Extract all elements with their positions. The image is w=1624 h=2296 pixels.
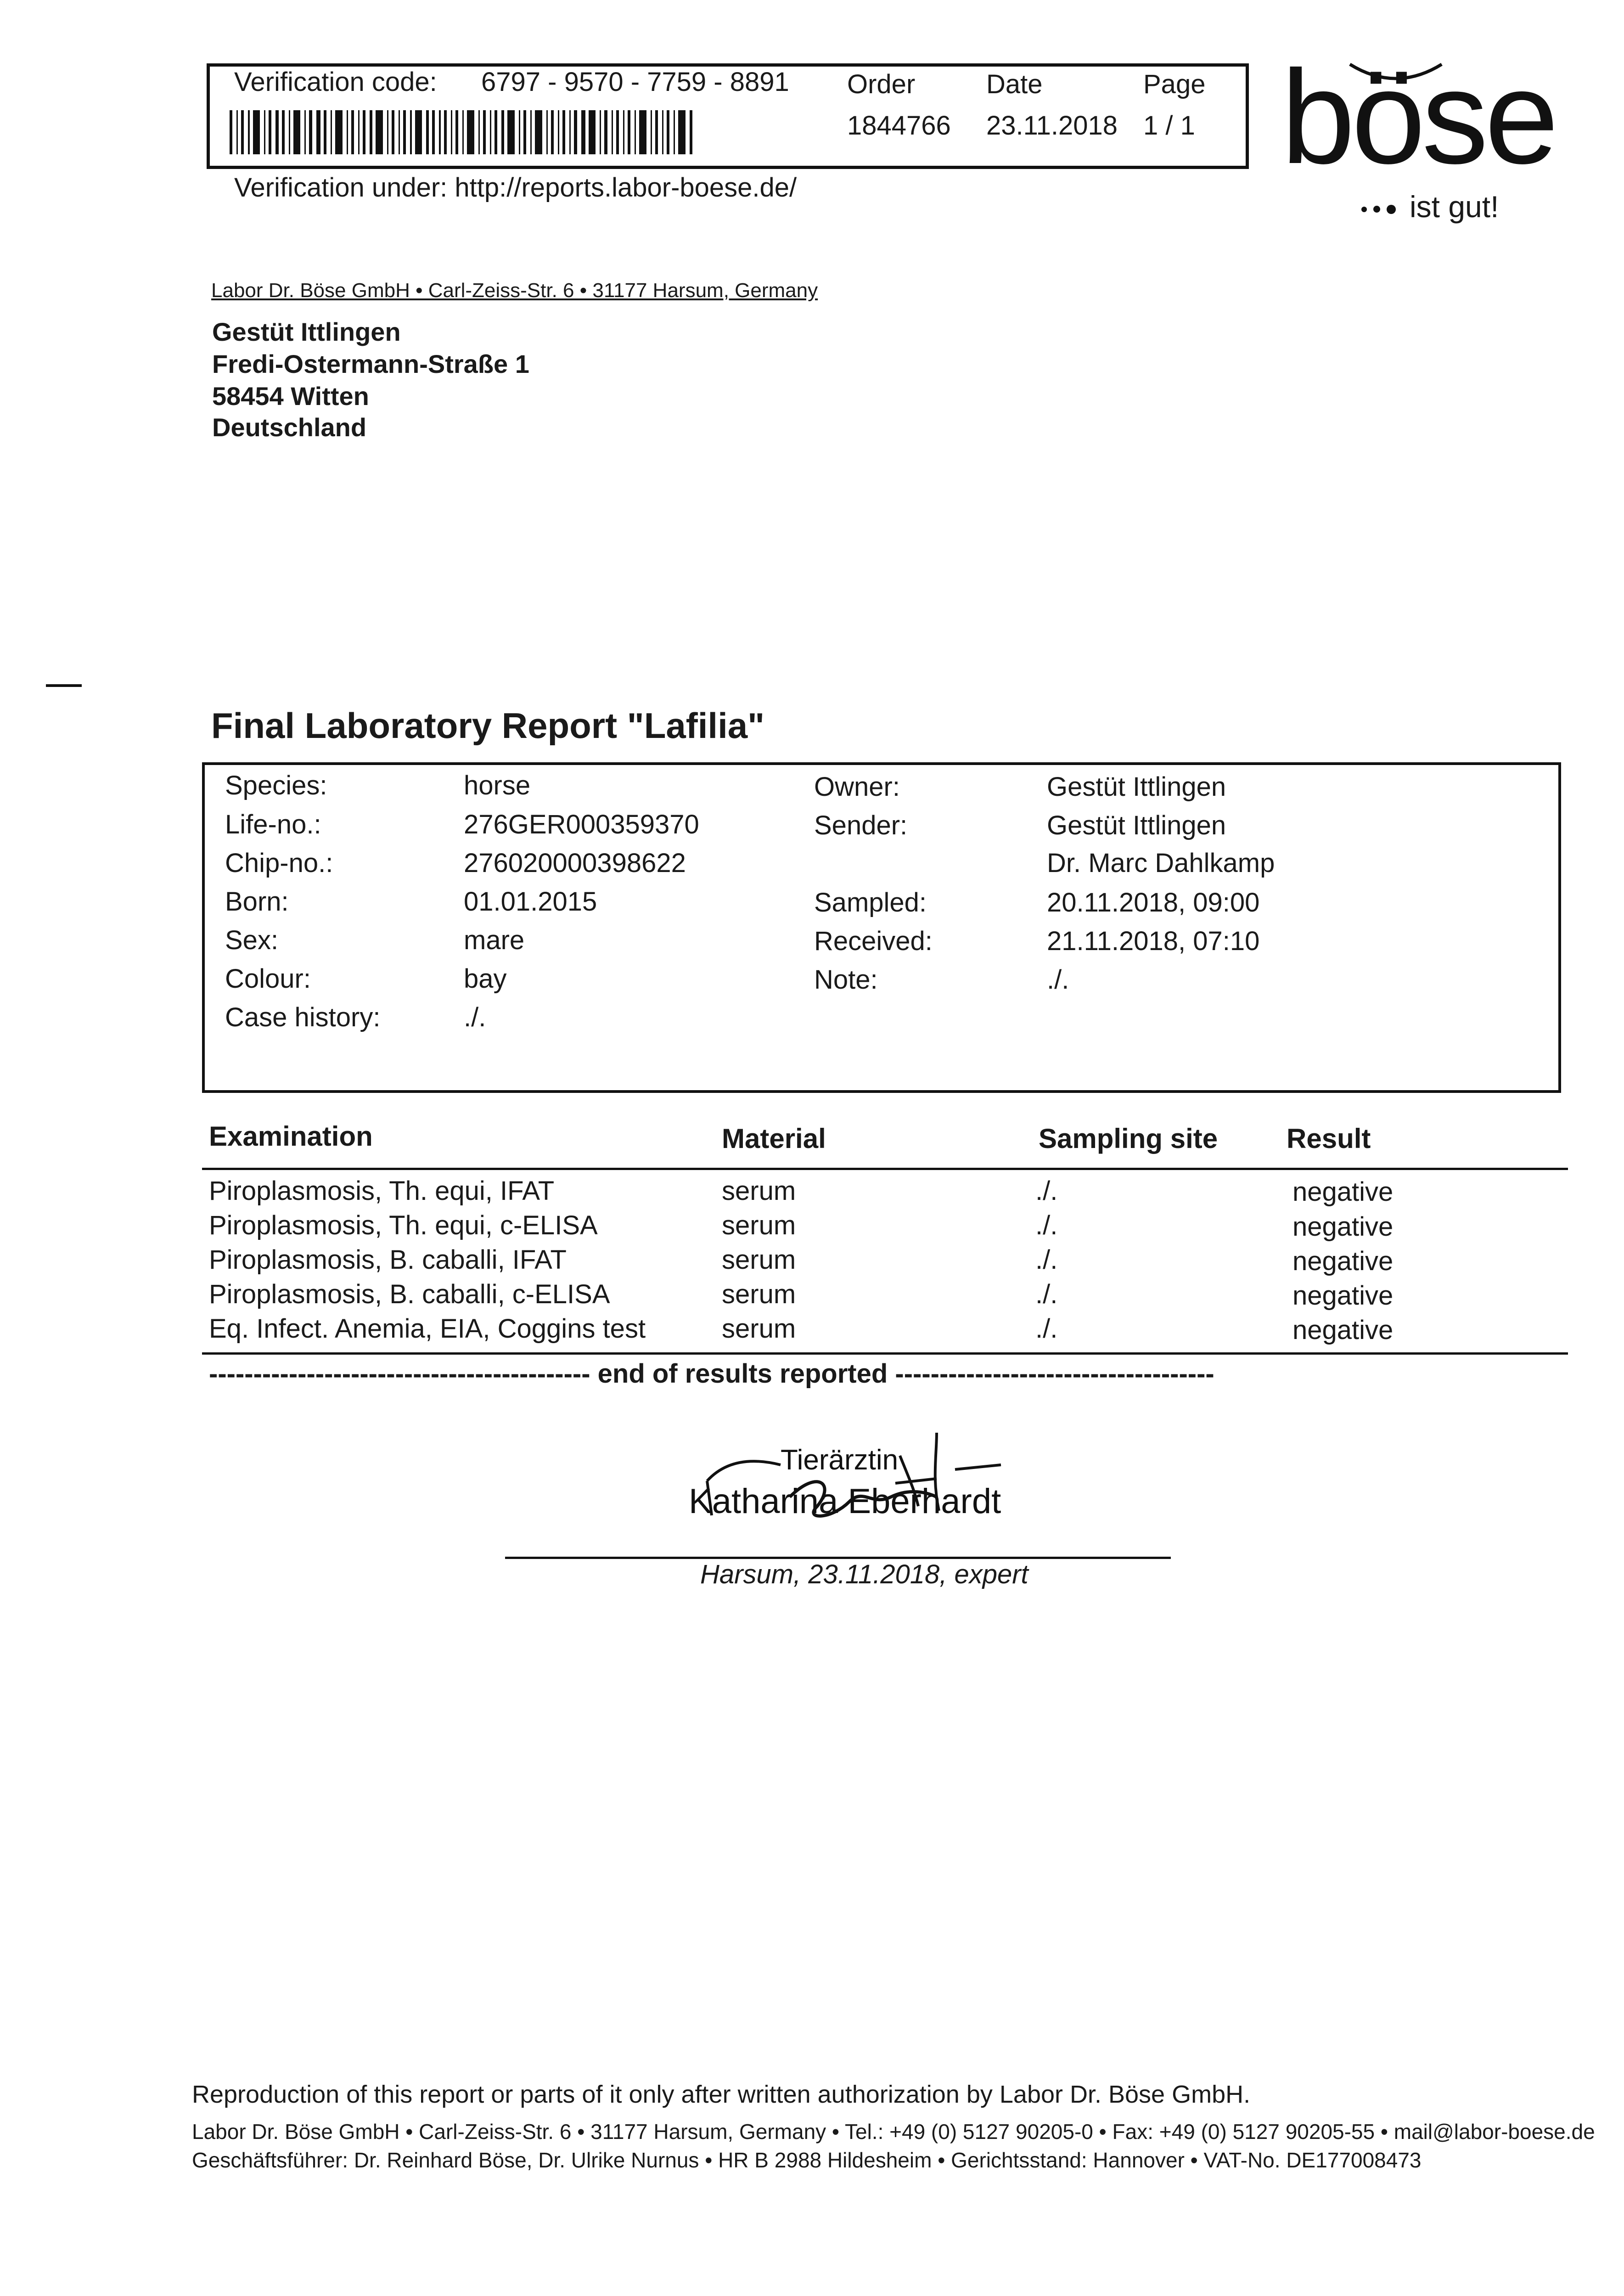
barcode (230, 110, 696, 154)
barcode-bar (574, 110, 577, 154)
barcode-bar (415, 110, 422, 154)
footer-company-contact: Labor Dr. Böse GmbH • Carl-Zeiss-Str. 6 • 31177 Harsum, Germany • Tel.: +49 (0) 5127 90205-0 • Fax: +49 (0) 5127 90205-55 • mail@labor-boese.de (192, 2120, 1595, 2144)
row-result: negative (1292, 1177, 1394, 1207)
sex-value: mare (464, 925, 525, 955)
barcode-bar (309, 110, 312, 154)
barcode-bar (662, 110, 663, 154)
date-label: Date (986, 69, 1043, 99)
recipient-line-3: 58454 Witten (212, 382, 369, 411)
row-examination: Piroplasmosis, Th. equi, IFAT (209, 1176, 555, 1206)
barcode-bar (316, 110, 320, 154)
recipient-line-4: Deutschland (212, 413, 367, 442)
barcode-bar (635, 110, 636, 154)
note-value: ./. (1047, 965, 1069, 995)
barcode-bar (403, 110, 406, 154)
barcode-bar (589, 110, 596, 154)
barcode-bar (490, 110, 491, 154)
slogan-text: ist gut! (1410, 190, 1499, 224)
barcode-bar (551, 110, 554, 154)
row-sampling-site: ./. (1035, 1245, 1058, 1275)
case-history-label: Case history: (225, 1002, 381, 1032)
logo-slogan (1361, 189, 1499, 224)
barcode-bar (275, 110, 278, 154)
barcode-bar (558, 110, 559, 154)
page-number: 1 / 1 (1143, 111, 1195, 141)
barcode-bar (581, 110, 585, 154)
row-examination: Piroplasmosis, B. caballi, c-ELISA (209, 1279, 610, 1309)
header-material: Material (722, 1123, 826, 1154)
born-value: 01.01.2015 (464, 887, 597, 917)
barcode-bar (651, 110, 652, 154)
verification-code: 6797 - 9570 - 7759 - 8891 (481, 67, 789, 97)
barcode-bar (628, 110, 630, 154)
barcode-bar (507, 110, 515, 154)
barcode-bar (569, 110, 571, 154)
barcode-bar (387, 110, 388, 154)
row-sampling-site: ./. (1035, 1279, 1058, 1309)
owner-label: Owner: (814, 772, 900, 802)
barcode-bar (351, 110, 354, 154)
barcode-bar (282, 110, 285, 154)
sender-label: Sender: (814, 810, 908, 840)
sampled-value: 20.11.2018, 09:00 (1047, 888, 1260, 917)
barcode-bar (392, 110, 394, 154)
barcode-bar (269, 110, 271, 154)
barcode-bar (535, 110, 542, 154)
chip-no-label: Chip-no.: (225, 848, 333, 878)
barcode-bar (253, 110, 260, 154)
life-no-label: Life-no.: (225, 810, 321, 839)
row-examination: Piroplasmosis, Th. equi, c-ELISA (209, 1210, 598, 1240)
verification-code-label: Verification code: (234, 67, 437, 97)
barcode-bar (562, 110, 565, 154)
row-result: negative (1292, 1246, 1394, 1276)
row-result: negative (1292, 1315, 1394, 1345)
barcode-bar (347, 110, 348, 154)
sender-value-2: Dr. Marc Dahlkamp (1047, 848, 1275, 878)
sampled-label: Sampled: (814, 888, 927, 917)
colour-value: bay (464, 964, 507, 994)
chip-no-value: 276020000398622 (464, 848, 686, 878)
sender-value-1: Gestüt Ittlingen (1047, 810, 1226, 840)
received-value: 21.11.2018, 07:10 (1047, 926, 1260, 956)
barcode-bar (335, 110, 343, 154)
barcode-bar (467, 110, 474, 154)
row-material: serum (722, 1245, 796, 1275)
case-history-value: ./. (464, 1002, 486, 1032)
owner-value: Gestüt Ittlingen (1047, 772, 1226, 802)
barcode-bar (426, 110, 429, 154)
sex-label: Sex: (225, 925, 279, 955)
row-material: serum (722, 1210, 796, 1240)
barcode-bar (678, 110, 686, 154)
barcode-bar (523, 110, 526, 154)
row-sampling-site: ./. (1035, 1314, 1058, 1344)
barcode-bar (399, 110, 400, 154)
order-label: Order (847, 69, 916, 99)
barcode-bar (304, 110, 306, 154)
row-examination: Eq. Infect. Anemia, EIA, Coggins test (209, 1314, 646, 1344)
barcode-bar (358, 110, 360, 154)
logo-word: böse (1281, 43, 1555, 191)
order-number: 1844766 (847, 111, 951, 141)
received-label: Received: (814, 926, 933, 956)
page-label: Page (1143, 69, 1206, 99)
barcode-bar (439, 110, 440, 154)
header-result: Result (1287, 1123, 1371, 1154)
report-title: Final Laboratory Report "Lafilia" (211, 705, 765, 746)
life-no-value: 276GER000359370 (464, 810, 699, 839)
barcode-bar (331, 110, 332, 154)
barcode-bar (495, 110, 497, 154)
barcode-bar (612, 110, 613, 154)
barcode-bar (289, 110, 290, 154)
born-label: Born: (225, 887, 289, 917)
barcode-bar (530, 110, 532, 154)
barcode-bar (483, 110, 486, 154)
verification-url: Verification under: http://reports.labor-boese.de/ (234, 173, 797, 203)
report-date: 23.11.2018 (986, 111, 1118, 141)
signature-stamp (680, 1428, 1010, 1545)
recipient-line-2: Fredi-Ostermann-Straße 1 (212, 349, 529, 378)
barcode-bar (616, 110, 619, 154)
fold-mark (46, 684, 82, 687)
table-bottom-rule (202, 1352, 1568, 1355)
row-sampling-site: ./. (1035, 1176, 1058, 1206)
row-result: negative (1292, 1281, 1394, 1311)
barcode-bar (293, 110, 301, 154)
row-material: serum (722, 1279, 796, 1309)
recipient-line-1: Gestüt Ittlingen (212, 317, 401, 346)
barcode-bar (324, 110, 326, 154)
header-sampling-site: Sampling site (1039, 1123, 1218, 1154)
barcode-bar (455, 110, 458, 154)
barcode-bar (478, 110, 480, 154)
barcode-bar (370, 110, 372, 154)
row-result: negative (1292, 1212, 1394, 1242)
barcode-bar (519, 110, 520, 154)
barcode-bar (363, 110, 365, 154)
barcode-bar (451, 110, 452, 154)
footer-legal-info: Geschäftsführer: Dr. Reinhard Böse, Dr. Ulrike Nurnus • HR B 2988 Hildesheim • Gerichtsstand: Hannover • VAT-No. DE177008473 (192, 2148, 1422, 2172)
row-material: serum (722, 1176, 796, 1206)
barcode-bar (410, 110, 411, 154)
barcode-bar (501, 110, 504, 154)
barcode-bar (444, 110, 447, 154)
barcode-bar (623, 110, 624, 154)
colour-label: Colour: (225, 964, 311, 994)
barcode-bar (248, 110, 249, 154)
barcode-bar (667, 110, 669, 154)
row-material: serum (722, 1314, 796, 1344)
stamp-line-2: Katharina Eberhardt (689, 1482, 1001, 1521)
barcode-bar (462, 110, 464, 154)
note-label: Note: (814, 965, 878, 995)
barcode-bar (655, 110, 658, 154)
sender-return-address: Labor Dr. Böse GmbH • Carl-Zeiss-Str. 6 • 31177 Harsum, Germany (211, 279, 818, 302)
barcode-bar (241, 110, 244, 154)
barcode-bar (674, 110, 675, 154)
barcode-bar (230, 110, 232, 154)
end-of-results-line: ------------------------------------------- end of results reported ------------------------------------ (209, 1359, 1214, 1389)
stamp-line-1: Tierärztin (781, 1444, 899, 1476)
barcode-bar (432, 110, 435, 154)
row-examination: Piroplasmosis, B. caballi, IFAT (209, 1245, 567, 1275)
header-examination: Examination (209, 1121, 373, 1152)
row-sampling-site: ./. (1035, 1210, 1058, 1240)
barcode-bar (690, 110, 692, 154)
barcode-bar (604, 110, 607, 154)
species-label: Species: (225, 771, 327, 800)
signature-caption: Harsum, 23.11.2018, expert (700, 1559, 1028, 1589)
barcode-bar (639, 110, 646, 154)
table-header-rule (202, 1168, 1568, 1170)
barcode-bar (264, 110, 265, 154)
footer-reproduction-note: Reproduction of this report or parts of it only after written authorization by Labor Dr. Böse GmbH. (192, 2081, 1251, 2108)
species-value: horse (464, 771, 531, 800)
barcode-bar (600, 110, 601, 154)
barcode-bar (236, 110, 238, 154)
barcode-bar (376, 110, 383, 154)
barcode-bar (546, 110, 548, 154)
